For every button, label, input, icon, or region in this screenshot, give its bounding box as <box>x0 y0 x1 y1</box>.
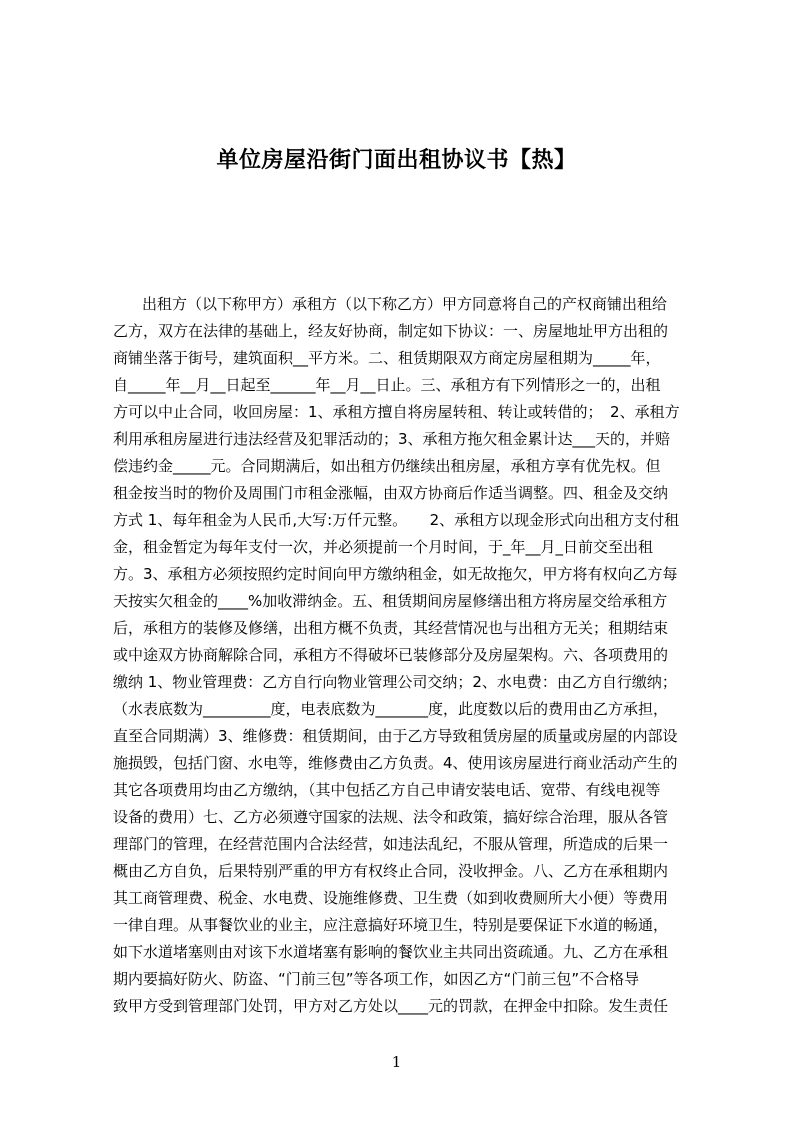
body-line: 期内要搞好防火、防盗、“门前三包”等各项工作，如因乙方“门前三包”不合格导 <box>113 970 640 988</box>
body-line: 天按实欠租金的____%加收滞纳金。五、租赁期间房屋修缮出租方将房屋交给承租方 <box>113 592 668 610</box>
body-line: 商铺坐落于街号，建筑面积__平方米。二、租赁期限双方商定房屋租期为_____年， <box>113 349 661 367</box>
document-title: 单位房屋沿街门面出租协议书【热】 <box>216 148 577 173</box>
body-line: 利用承租房屋进行违法经营及犯罪活动的；3、承租方拖欠租金累计达___天的，并赔 <box>113 430 671 448</box>
body-line: 其它各项费用均由乙方缴纳，（其中包括乙方自己申请安装电话、宽带、有线电视等 <box>113 781 661 799</box>
body-line: 方。3、承租方必须按照约定时间向甲方缴纳租金，如无故拖欠，甲方将有权向乙方每 <box>113 565 678 583</box>
body-line: 后，承租方的装修及修缮，出租方概不负责，其经营情况也与出租方无关；租期结束 <box>113 619 669 637</box>
body-line: 设备的费用）七、乙方必须遵守国家的法规、法令和政策，搞好综合治理，服从各管 <box>113 808 669 826</box>
body-line: 直至合同期满）3、维修费：租赁期间，由于乙方导致租赁房屋的质量或房屋的内部设 <box>113 727 678 745</box>
body-line: 其工商管理费、税金、水电费、设施维修费、卫生费（如到收费厕所大小便）等费用 <box>113 889 669 907</box>
body-line: 出租方（以下称甲方）承租方（以下称乙方）甲方同意将自己的产权商铺出租给 <box>142 295 668 313</box>
body-line: 金，租金暂定为每年支付一次，并必须提前一个月时间，于_年__月_日前交至出租 <box>113 538 654 556</box>
body-line: 方式 1、每年租金为人民币,大写:万仟元整。 2、承租方以现金形式向出租方支付租 <box>113 511 680 529</box>
body-line: 偿违约金_____元。合同期满后，如出租方仍继续出租房屋，承租方享有优先权。但 <box>113 457 661 475</box>
body-line: 如下水道堵塞则由对该下水道堵塞有影响的餐饮业主共同出资疏通。九、乙方在承租 <box>113 943 669 961</box>
document-body <box>113 291 699 1020</box>
body-line: 致甲方受到管理部门处罚，甲方对乙方处以____元的罚款，在押金中扣除。发生责任 <box>113 997 669 1015</box>
body-line: 自_____年__月__日起至______年__月__日止。三、承租方有下列情形之一的，出租 <box>113 376 661 394</box>
body-line: 理部门的管理，在经营范围内合法经营，如违法乱纪，不服从管理，所造成的后果一 <box>113 835 669 853</box>
body-line: 方可以中止合同，收回房屋：1、承租方擅自将房屋转租、转让或转借的； 2、承租方 <box>113 403 680 421</box>
body-line: 施损毁，包括门窗、水电等，维修费由乙方负责。4、使用该房屋进行商业活动产生的 <box>113 754 678 772</box>
body-line: 或中途双方协商解除合同，承租方不得破坏已装修部分及房屋架构。六、各项费用的 <box>113 646 669 664</box>
body-line: 缴纳 1、物业管理费：乙方自行向物业管理公司交纳；2、水电费：由乙方自行缴纳； <box>113 673 677 691</box>
body-line: 租金按当时的物价及周围门市租金涨幅，由双方协商后作适当调整。四、租金及交纳 <box>113 484 669 502</box>
body-line: 乙方，双方在法律的基础上，经友好协商，制定如下协议：一、房屋地址甲方出租的 <box>113 322 669 340</box>
body-line: （水表底数为_________度，电表底数为_______度，此度数以后的费用由乙方承担， <box>113 700 669 718</box>
body-line: 一律自理。从事餐饮业的业主，应注意搞好环境卫生，特别是要保证下水道的畅通， <box>113 916 669 934</box>
page-number: 1 <box>391 1053 402 1071</box>
body-line: 概由乙方自负，后果特别严重的甲方有权终止合同，没收押金。八、乙方在承租期内 <box>113 862 669 880</box>
